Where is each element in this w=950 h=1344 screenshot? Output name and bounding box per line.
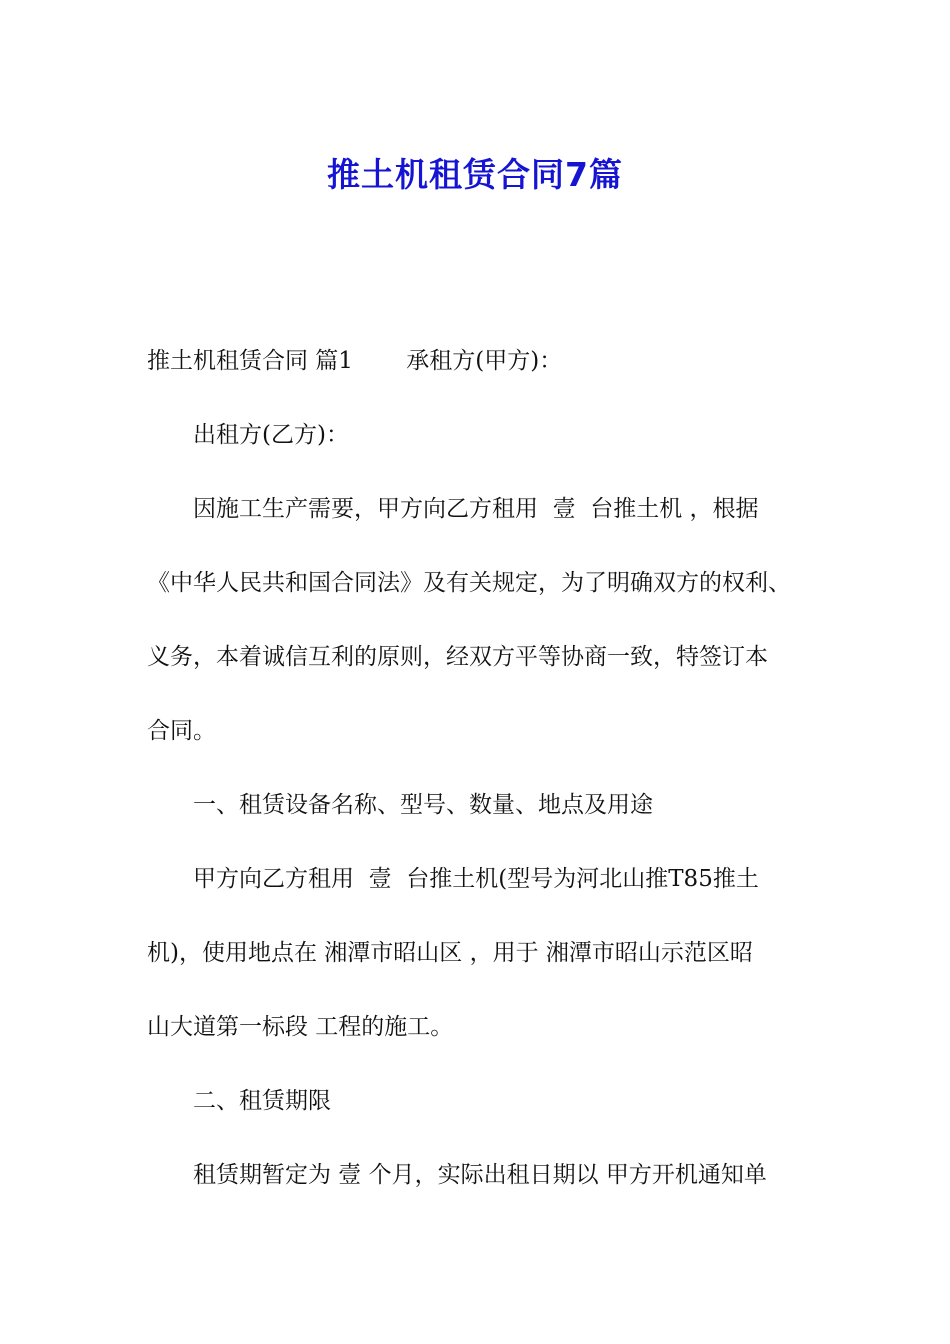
paragraph-line <box>147 560 827 634</box>
paragraph-line <box>147 412 827 486</box>
paragraph-line <box>147 1152 827 1226</box>
paragraph-line <box>147 708 827 782</box>
line-text: 因施工生产需要，甲方向乙方租用 壹 台推土机 ，根据 <box>193 496 759 522</box>
line-text: 一、租赁设备名称、型号、数量、地点及用途 <box>193 792 653 818</box>
line-text: 甲方向乙方租用 壹 台推土机(型号为河北山推T85推土 <box>193 866 759 892</box>
line-text: 机)，使用地点在 湘潭市昭山区 ，用于 湘潭市昭山示范区昭 <box>147 940 753 966</box>
line-text: 二、租赁期限 <box>193 1088 331 1114</box>
paragraph-line <box>147 930 827 1004</box>
section-heading <box>147 782 827 856</box>
line-text: 租赁期暂定为 壹 个月，实际出租日期以 甲方开机通知单 <box>193 1162 767 1188</box>
section-heading <box>147 1078 827 1152</box>
page-title: 推土机租赁合同7篇 <box>327 155 623 195</box>
line-text: 推土机租赁合同 篇1 承租方(甲方)： <box>147 348 563 374</box>
paragraph-line <box>147 634 827 708</box>
paragraph-line <box>147 1004 827 1078</box>
line-text: 山大道第一标段 工程的施工。 <box>147 1014 454 1040</box>
section-header-line <box>147 338 827 412</box>
line-text: 义务，本着诚信互利的原则，经双方平等协商一致，特签订本 <box>147 644 768 670</box>
paragraph-line <box>147 856 827 930</box>
paragraph-line <box>147 486 827 560</box>
line-text: 出租方(乙方)： <box>193 422 349 448</box>
line-text: 合同。 <box>147 718 216 744</box>
document-body <box>147 338 827 1226</box>
line-text: 《中华人民共和国合同法》及有关规定，为了明确双方的权利、 <box>147 570 791 596</box>
